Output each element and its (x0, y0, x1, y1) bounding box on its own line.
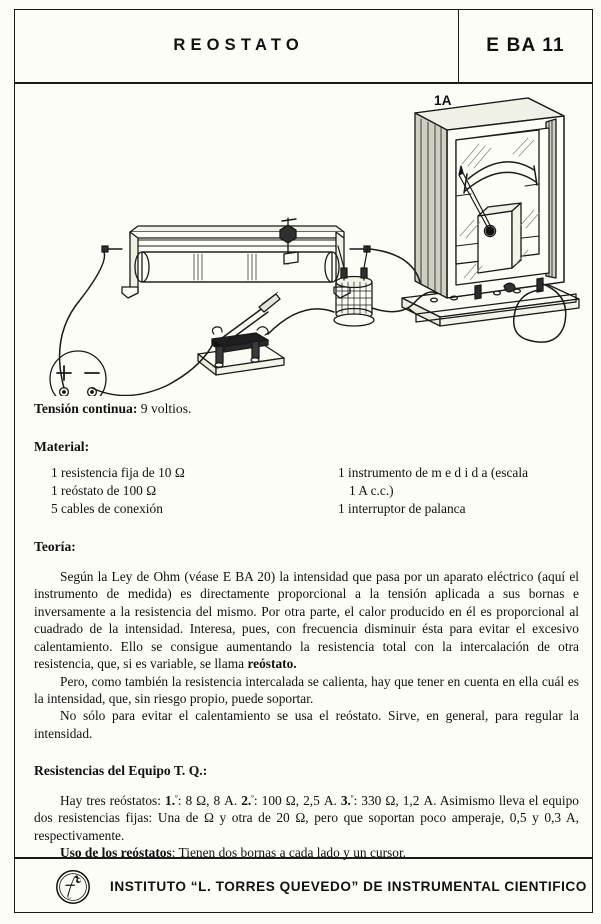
experiment-diagram (16, 86, 591, 396)
theory-p1-emphasis: reóstato. (247, 656, 297, 672)
institute-logo (55, 869, 91, 905)
theory-paragraph-3: No sólo para evitar el calentamiento se usa el reóstato. Sirve, en general, para regular la intensidad. (34, 708, 579, 741)
ordinal-mark: º (350, 793, 354, 804)
power-source-icon (50, 351, 106, 396)
rheostat-icon (102, 218, 370, 298)
material-list (51, 464, 579, 522)
ordinal-mark: º (175, 793, 178, 804)
list-item: 5 cables de conexión (51, 501, 163, 516)
res-num-3: 3. (340, 792, 351, 808)
res-seg-1: Hay tres reóstatos: (60, 792, 166, 808)
sheet-code: E BA 11 (486, 34, 565, 56)
res-num-2: 2. (241, 792, 252, 808)
list-item: 1 reóstato de 100 Ω (51, 483, 157, 499)
res-num-1: 1. (165, 792, 176, 808)
ordinal-mark: º (251, 793, 254, 804)
list-item: 1 interruptor de palanca (338, 501, 466, 516)
document-footer (14, 857, 593, 913)
list-item: 1 instrumento de m e d i d a (escala (338, 465, 529, 481)
res-seg-2: : 8 Ω, 8 A. (177, 792, 242, 808)
lever-switch-icon (198, 292, 284, 375)
list-item: 1 resistencia fija de 10 Ω (51, 465, 185, 481)
res-seg-4: : 330 Ω, 1,2 A. Asimismo lleva el equipo dos resistencias fijas: Una de Ω y otra de 20 Ω, pero que soportan poco amperaje, 0,5 y 0,3 A, respectivamente. (34, 792, 579, 843)
material-heading: Material: (34, 438, 90, 454)
voltage-value: 9 voltios. (140, 401, 192, 416)
res-seg-3: : 100 Ω, 2,5 A. (253, 792, 341, 808)
list-item-continuation: 1 A c.c.) (349, 483, 394, 499)
theory-heading: Teoría: (34, 539, 76, 555)
use-heading: Uso de los reóstatos (60, 845, 172, 861)
theory-paragraph-2: Pero, como también la resistencia intercalada se calienta, hay que tener en cuenta en ella cuál es la intensidad, que, sin riesgo propio, puede soportar. (34, 673, 579, 706)
document-header (14, 9, 593, 84)
resistances-paragraph (34, 792, 579, 844)
circuit-illustration (16, 86, 591, 396)
page-title: REOSTATO (173, 36, 304, 54)
ammeter-range-label: 1A (434, 93, 452, 108)
footer-text: INSTITUTO “L. TORRES QUEVEDO” DE INSTRUMENTAL CIENTIFICO (110, 878, 587, 894)
material-list-right (338, 464, 596, 517)
use-text: : Tienen dos bornas a cada lado y un cursor. (171, 845, 407, 861)
resistances-heading: Resistencias del Equipo T. Q.: (34, 763, 208, 779)
voltage-line (34, 400, 579, 418)
theory-paragraph-1 (34, 568, 579, 673)
theory-p1-text: Según la Ley de Ohm (véase E BA 20) la intensidad que pasa por un aparato eléctrico (aquí el instrumento de medida) es directamente proporcional a la tensión aplicada a sus bornas e inversamente a la resistencia del mismo. Por otra parte, el calor producido en él es proporcional al cuadrado de la intensidad. Interesa, pues, con frecuencia disminuir ésta para evitar el excesivo calentamiento. Ello se consigue aumentando la resistencia total con la intercalación de otra resistencia, que, si es variable, se llama (34, 569, 579, 672)
voltage-label: Tensión continua: (34, 401, 138, 416)
document-body (34, 400, 579, 862)
material-list-left (51, 464, 321, 517)
